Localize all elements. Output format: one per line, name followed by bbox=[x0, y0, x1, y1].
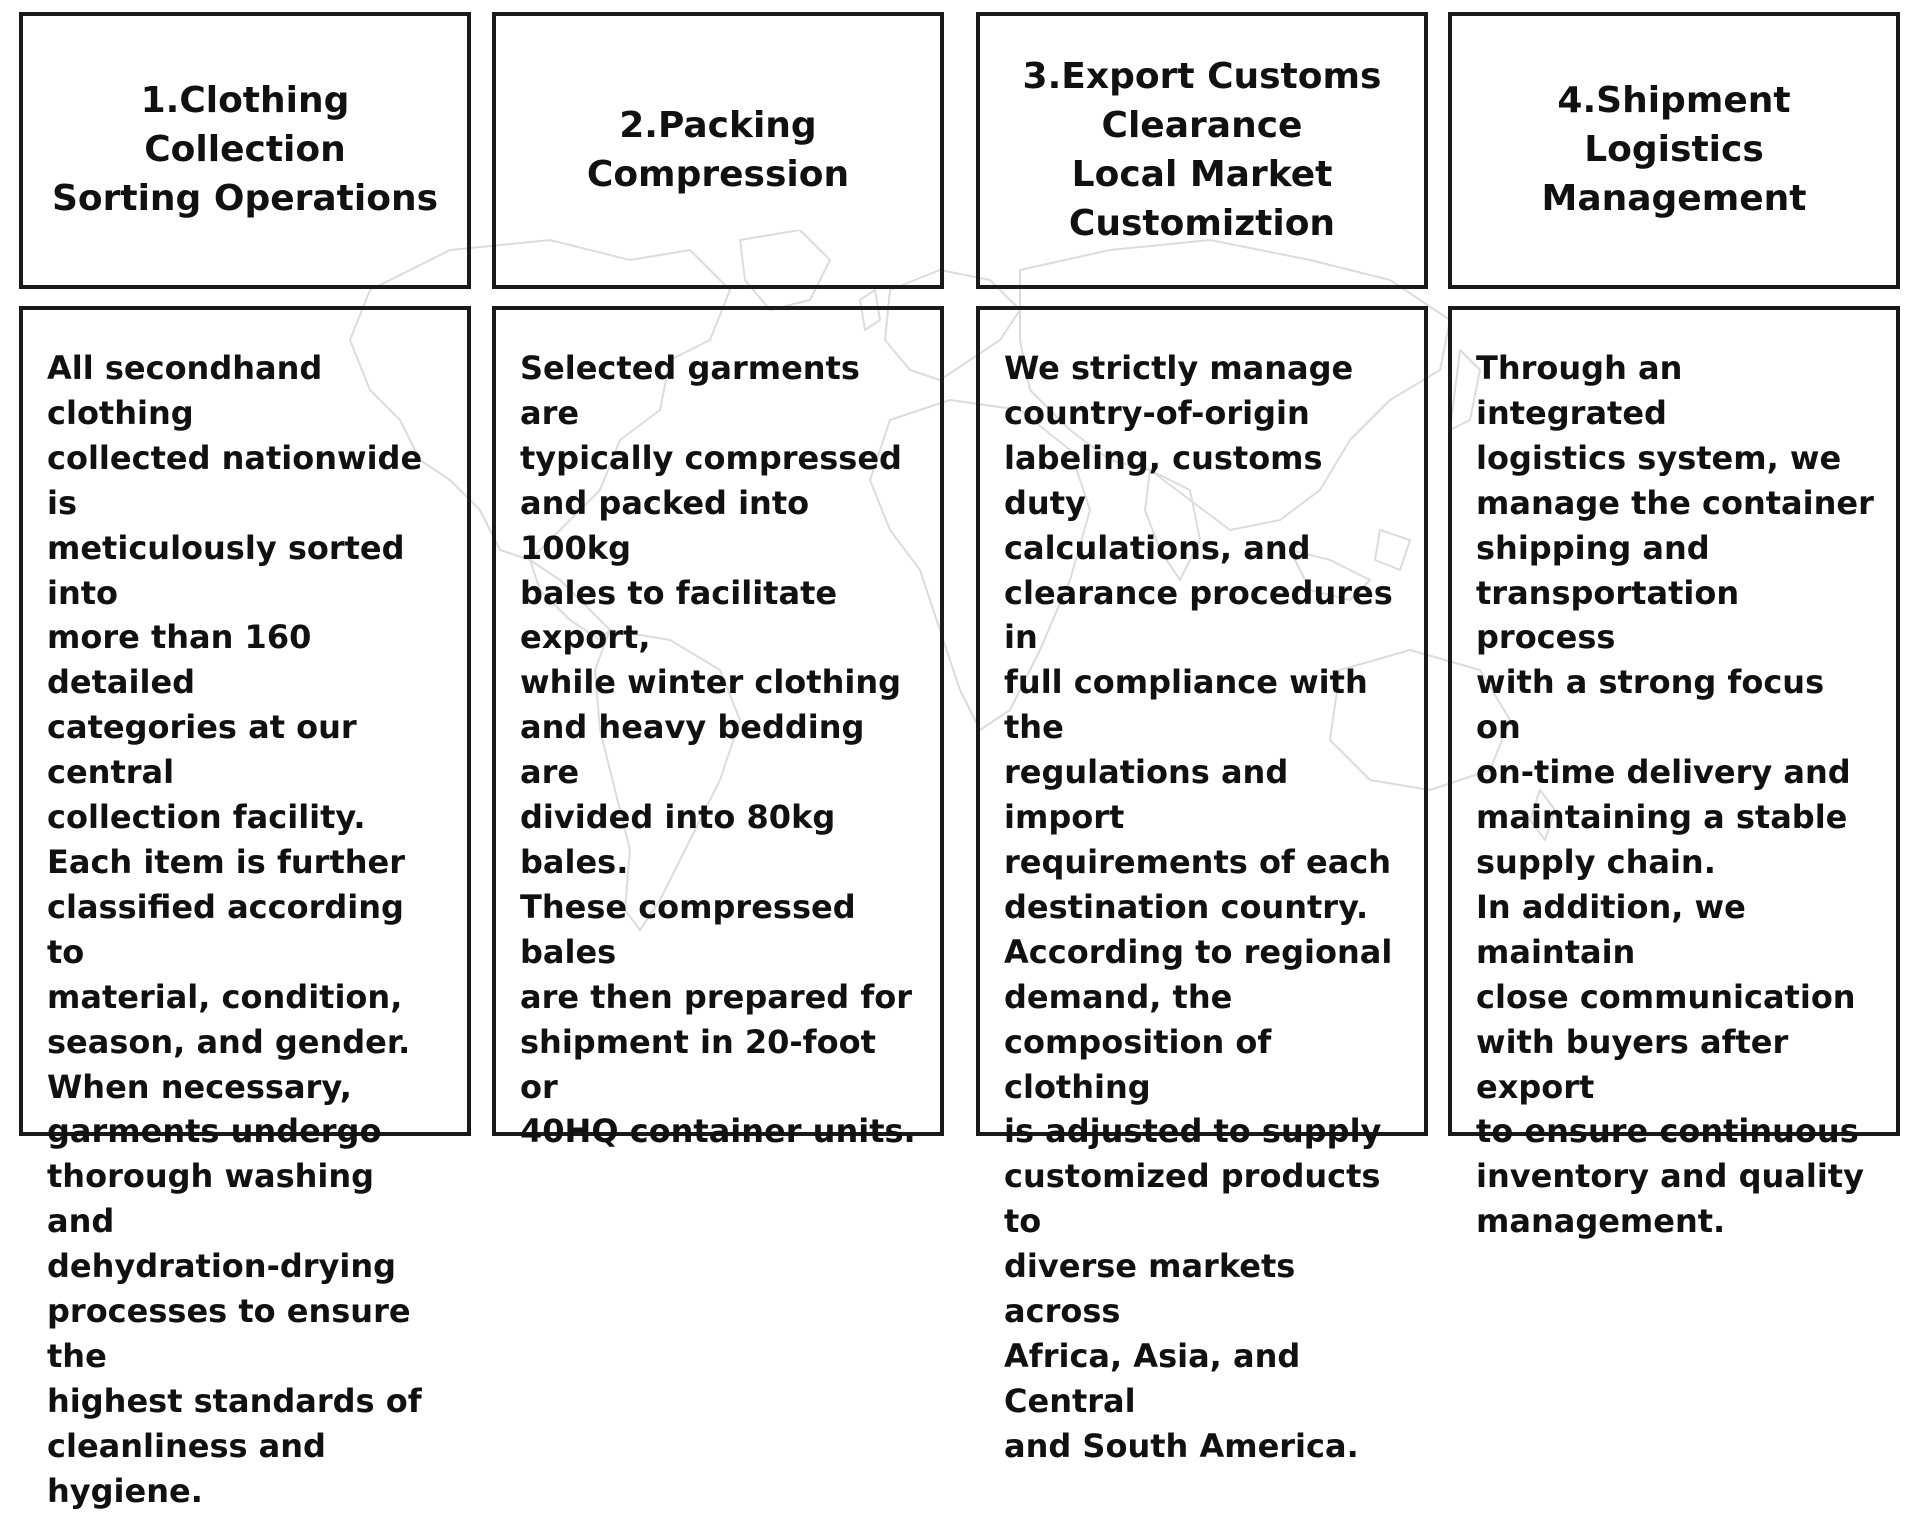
step-3-description: We strictly manage country-of-origin labeling, customs duty calculations, and clearance procedures in full compliance with the regulations and import requirements of each destination country. According to regional demand, the composition of clothing is adjusted to supply customized products to diverse markets across Africa, Asia, and Central and South America. bbox=[1004, 349, 1393, 1465]
step-2-description: Selected garments are typically compressed and packed into 100kg bales to facilitate export, while winter clothing and heavy bedding are divided into 80kg bales. These compressed bales are then prepared for shipment in 20-foot or 40HQ container units. bbox=[520, 349, 916, 1151]
step-2-title: 2.Packing Compression bbox=[586, 104, 850, 195]
step-2-body-box bbox=[492, 306, 944, 1151]
step-3-title: 3.Export Customs Clearance Local Market Customiztion bbox=[1022, 55, 1382, 244]
step-2-header-box bbox=[492, 12, 944, 289]
step-1-description: All secondhand clothing collected nationwide is meticulously sorted into more than 160 detailed categories at our central collection facility. Each item is further classified according to material, condition, season, and gender. When necessary, garments undergo thorough washing and dehydration-drying processes to ensure the highest standards of cleanliness and hygiene. bbox=[47, 349, 423, 1510]
step-4-header-box bbox=[1448, 12, 1900, 289]
step-3-header-box bbox=[976, 12, 1428, 289]
step-1-body-box bbox=[19, 306, 471, 1510]
step-3-body-box bbox=[976, 306, 1428, 1465]
step-4-title: 4.Shipment Logistics Management bbox=[1541, 80, 1807, 219]
step-4-description: Through an integrated logistics system, we manage the container shipping and transportation process with a strong focus on on-time delivery and maintaining a stable supply chain. In addition, we maintain close communication with buyers after export to ensure continuous inventory and quality management. bbox=[1476, 349, 1874, 1241]
step-4-body-box bbox=[1448, 306, 1900, 1241]
step-1-header-box bbox=[19, 12, 471, 289]
step-1-title: 1.Clothing Collection Sorting Operations bbox=[51, 80, 439, 219]
